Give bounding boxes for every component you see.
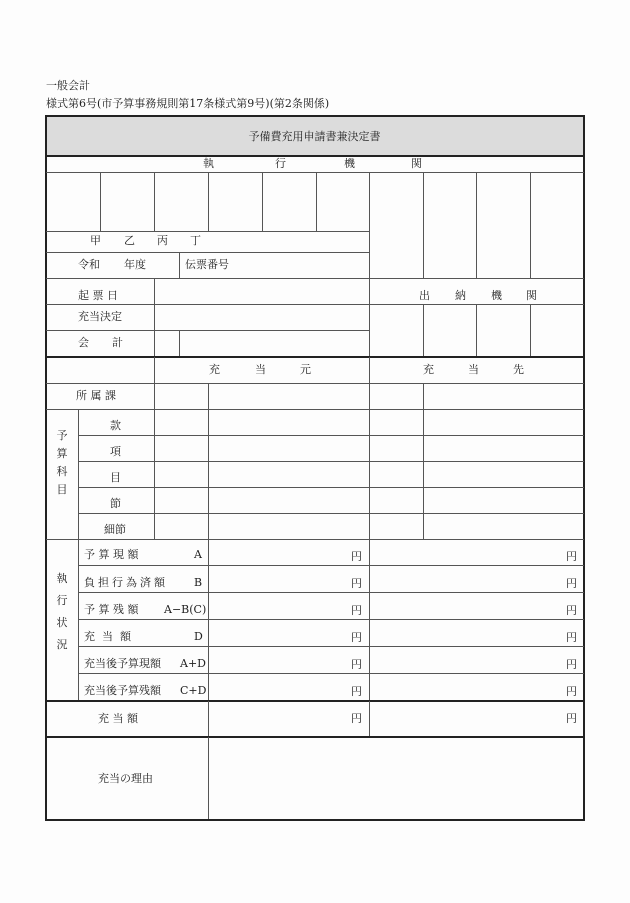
destination-header-char: 先 bbox=[513, 363, 524, 376]
divider bbox=[369, 701, 370, 736]
issue-date-field[interactable] bbox=[155, 279, 368, 303]
source-header-char: 当 bbox=[255, 363, 266, 376]
divider bbox=[316, 172, 317, 231]
divider bbox=[46, 539, 584, 540]
fiscal-kana: 乙 bbox=[124, 234, 135, 247]
divider bbox=[78, 435, 584, 436]
divider bbox=[46, 155, 584, 157]
divider bbox=[530, 304, 531, 356]
divider bbox=[46, 304, 584, 305]
era-label: 令和 bbox=[78, 258, 100, 271]
yen-unit: 円 bbox=[566, 658, 577, 671]
accounting-label: 計 bbox=[112, 336, 123, 349]
divider bbox=[46, 252, 369, 253]
divider bbox=[208, 383, 209, 700]
divider bbox=[46, 356, 584, 358]
fiscal-kana: 丙 bbox=[157, 234, 168, 247]
account-type: 一般会計 bbox=[46, 79, 90, 92]
yen-unit: 円 bbox=[566, 712, 577, 725]
divider bbox=[423, 304, 424, 356]
divider bbox=[476, 304, 477, 356]
divider bbox=[179, 330, 180, 356]
budget-item-label: 款 bbox=[110, 419, 121, 432]
divider bbox=[78, 461, 584, 462]
appropriation-amount-label: 充 当 額 bbox=[98, 712, 138, 725]
issue-date-label: 起 票 日 bbox=[78, 289, 118, 302]
divider bbox=[78, 409, 79, 700]
yen-unit: 円 bbox=[566, 550, 577, 563]
yen-unit: 円 bbox=[351, 631, 362, 644]
divider bbox=[78, 619, 584, 620]
execution-row-code: A+D bbox=[180, 657, 206, 670]
divider bbox=[530, 172, 531, 278]
source-header-char: 元 bbox=[300, 363, 311, 376]
execution-row-code: D bbox=[194, 630, 203, 643]
fiscal-kana: 甲 bbox=[90, 234, 101, 247]
destination-header-char: 充 bbox=[423, 363, 434, 376]
divider bbox=[78, 592, 584, 593]
budget-item-label: 項 bbox=[110, 445, 121, 458]
execution-row-code: B bbox=[194, 576, 203, 589]
divider bbox=[208, 172, 209, 231]
budget-category-label: 予算科目 bbox=[56, 429, 68, 496]
divider bbox=[46, 330, 369, 331]
execution-row-label: 充 当 額 bbox=[84, 630, 131, 643]
divider bbox=[369, 172, 370, 356]
treasury-agency-char: 関 bbox=[526, 289, 537, 302]
execution-status-label: 執行状況 bbox=[56, 572, 68, 651]
reason-label: 充当の理由 bbox=[98, 772, 153, 785]
divider bbox=[154, 357, 155, 539]
department-label: 所 属 課 bbox=[76, 389, 116, 402]
divider bbox=[262, 172, 263, 231]
treasury-agency-char: 納 bbox=[455, 289, 466, 302]
execution-row-label: 予 算 残 額 bbox=[84, 603, 139, 616]
budget-item-label: 目 bbox=[110, 471, 121, 484]
source-header-char: 充 bbox=[209, 363, 220, 376]
divider bbox=[476, 172, 477, 278]
exec-agency-char: 執 bbox=[203, 157, 214, 170]
divider bbox=[78, 673, 584, 674]
divider bbox=[208, 701, 209, 736]
divider bbox=[78, 565, 584, 566]
budget-item-label: 細節 bbox=[104, 523, 126, 536]
exec-agency-char: 機 bbox=[344, 157, 355, 170]
exec-agency-char: 関 bbox=[411, 157, 422, 170]
yen-unit: 円 bbox=[351, 577, 362, 590]
execution-row-label: 予 算 現 額 bbox=[84, 548, 139, 561]
execution-row-label: 充当後予算残額 bbox=[84, 684, 161, 697]
divider bbox=[46, 409, 584, 410]
budget-item-label: 節 bbox=[110, 497, 121, 510]
yen-unit: 円 bbox=[566, 577, 577, 590]
divider bbox=[78, 513, 584, 514]
divider bbox=[46, 231, 369, 232]
execution-row-code: C+D bbox=[180, 684, 207, 697]
exec-agency-char: 行 bbox=[275, 157, 286, 170]
fiscal-year-label: 年度 bbox=[124, 258, 146, 271]
divider bbox=[46, 172, 584, 173]
divider bbox=[46, 700, 584, 702]
destination-header-char: 当 bbox=[468, 363, 479, 376]
fiscal-kana: 丁 bbox=[190, 234, 201, 247]
treasury-agency-char: 出 bbox=[419, 289, 430, 302]
yen-unit: 円 bbox=[566, 685, 577, 698]
yen-unit: 円 bbox=[351, 604, 362, 617]
divider bbox=[154, 172, 155, 231]
yen-unit: 円 bbox=[566, 631, 577, 644]
slip-number-label: 伝票番号 bbox=[185, 258, 229, 271]
execution-row-code: A−B(C) bbox=[164, 603, 207, 616]
divider bbox=[78, 646, 584, 647]
divider bbox=[179, 252, 180, 278]
yen-unit: 円 bbox=[351, 685, 362, 698]
execution-row-label: 充当後予算現額 bbox=[84, 657, 161, 670]
yen-unit: 円 bbox=[351, 550, 362, 563]
execution-row-label: 負担行為済額 bbox=[84, 576, 168, 589]
yen-unit: 円 bbox=[566, 604, 577, 617]
divider bbox=[100, 172, 101, 231]
yen-unit: 円 bbox=[351, 712, 362, 725]
form-title: 予備費充用申請書兼決定書 bbox=[248, 130, 381, 143]
divider bbox=[423, 172, 424, 278]
appropriation-decision-label: 充当決定 bbox=[78, 310, 122, 323]
execution-row-code: A bbox=[194, 548, 202, 561]
accounting-label: 会 bbox=[78, 336, 89, 349]
divider bbox=[46, 383, 584, 384]
divider bbox=[78, 487, 584, 488]
form-number: 様式第6号(市予算事務規則第17条様式第9号)(第2条関係) bbox=[46, 97, 330, 110]
treasury-agency-char: 機 bbox=[491, 289, 502, 302]
reason-field[interactable] bbox=[209, 738, 583, 819]
yen-unit: 円 bbox=[351, 658, 362, 671]
